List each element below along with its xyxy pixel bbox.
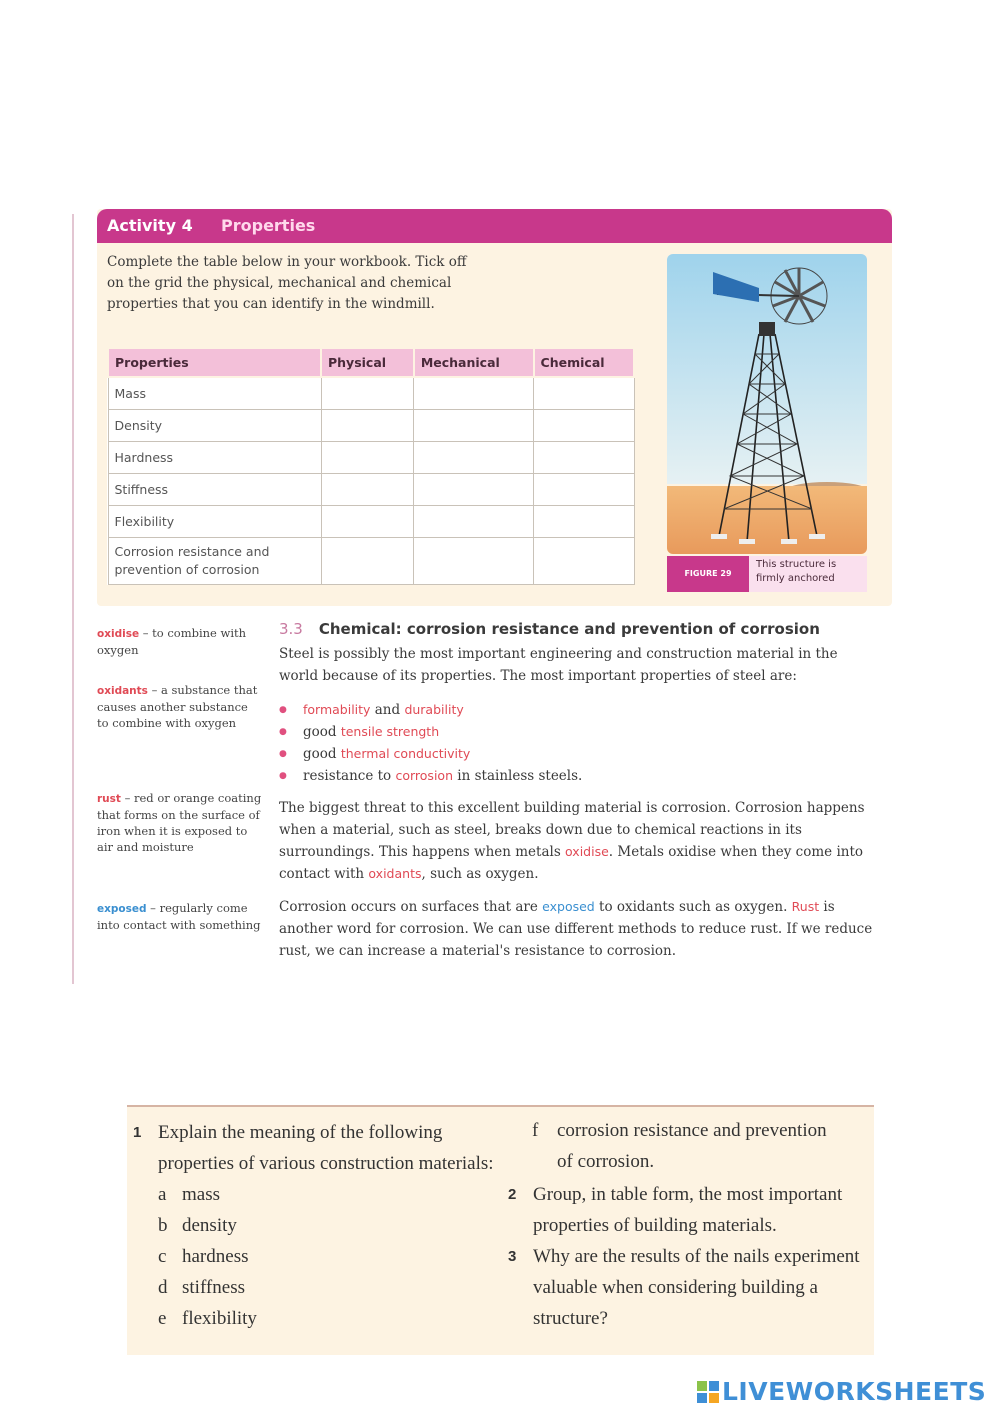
header-mechanical: Mechanical	[414, 348, 534, 377]
keyword: thermal conductivity	[340, 746, 471, 761]
glossary-term: oxidants	[97, 685, 148, 697]
keyword: formability	[303, 702, 371, 717]
header-properties: Properties	[108, 348, 321, 377]
keyword: Rust	[791, 899, 820, 914]
paragraph-corrosion: The biggest threat to this excellent building material is corrosion. Corrosion happens when a material, such as steel, breaks down due to chemical reactions in its surroundings. This happens when metals oxidise. Metals oxidise when they come into contact with oxidants, such as oxygen.	[279, 800, 865, 882]
activity-label: Activity 4	[107, 216, 193, 235]
tick-cell[interactable]	[414, 442, 534, 474]
row-label: Mass	[108, 377, 321, 410]
glossary-definition: – red or orange coating that forms on the surface of iron when it is exposed to air and moisture	[97, 791, 262, 854]
activity-instructions: Complete the table below in your workbook. Tick off on the grid the physical, mechanical and chemical properties that you can identify in the windmill.	[107, 254, 467, 312]
row-label: Stiffness	[108, 474, 321, 506]
keyword: exposed	[542, 899, 595, 914]
windmill-photo	[667, 254, 867, 554]
question-item: stiffness	[182, 1277, 245, 1298]
list-item: ● formability and durability	[279, 699, 879, 721]
list-item: ● resistance to corrosion in stainless steels.	[279, 765, 879, 787]
glossary-item	[97, 790, 262, 855]
margin-rule	[72, 214, 74, 984]
glossary-item	[97, 900, 262, 933]
table-row	[108, 442, 634, 474]
question-item-letter: d	[158, 1277, 168, 1298]
section-title: Chemical: corrosion resistance and prevention of corrosion	[318, 620, 820, 638]
glossary-term: exposed	[97, 903, 147, 915]
question-item: corrosion resistance and prevention	[557, 1120, 827, 1141]
row-label: Flexibility	[108, 506, 321, 538]
question-3-text: valuable when considering building a	[533, 1277, 818, 1298]
question-item-letter: a	[158, 1184, 167, 1205]
keyword: oxidise	[565, 844, 609, 859]
question-item: hardness	[182, 1246, 249, 1267]
activity-title: Properties	[221, 216, 316, 235]
row-label: Corrosion resistance and prevention of corrosion	[108, 538, 321, 585]
tick-cell[interactable]	[321, 506, 414, 538]
figure-caption: This structure is firmly anchored	[756, 559, 837, 584]
activity-header	[97, 209, 892, 243]
tick-cell[interactable]	[414, 377, 534, 410]
tick-cell[interactable]	[534, 474, 634, 506]
table-row	[108, 538, 634, 585]
question-item-letter: e	[158, 1308, 167, 1329]
question-item: mass	[182, 1184, 220, 1205]
table-row	[108, 410, 634, 442]
question-1-text: properties of various construction materials:	[158, 1153, 494, 1174]
tick-cell[interactable]	[321, 474, 414, 506]
table-row	[108, 377, 634, 410]
section-heading	[279, 620, 820, 638]
glossary-term: oxidise	[97, 628, 140, 640]
tick-cell[interactable]	[414, 410, 534, 442]
row-label: Hardness	[108, 442, 321, 474]
keyword: tensile strength	[340, 724, 440, 739]
table-header-row	[108, 348, 634, 377]
tick-cell[interactable]	[321, 377, 414, 410]
tick-cell[interactable]	[321, 410, 414, 442]
table-row	[108, 474, 634, 506]
tick-cell[interactable]	[534, 377, 634, 410]
figure-label: FIGURE 29	[667, 556, 749, 592]
table-row	[108, 506, 634, 538]
keyword: durability	[404, 702, 464, 717]
tick-cell[interactable]	[534, 410, 634, 442]
list-item: ● good thermal conductivity	[279, 743, 879, 765]
section-number: 3.3	[279, 620, 303, 638]
question-item: flexibility	[182, 1308, 257, 1329]
list-item: ● good tensile strength	[279, 721, 879, 743]
tick-cell[interactable]	[414, 474, 534, 506]
liveworksheets-logo[interactable]: LIVEWORKSHEETS	[722, 1377, 987, 1406]
question-1-text: Explain the meaning of the following	[158, 1122, 443, 1143]
tick-cell[interactable]	[534, 538, 634, 585]
tick-cell[interactable]	[414, 538, 534, 585]
glossary-item	[97, 682, 262, 731]
tick-cell[interactable]	[534, 506, 634, 538]
question-item-letter: b	[158, 1215, 168, 1236]
section-intro: Steel is possibly the most important engineering and construction material in the world because of its properties. The most important properties of steel are:	[279, 646, 838, 684]
tick-cell[interactable]	[414, 506, 534, 538]
glossary-definition: – to combine with oxygen	[97, 626, 247, 657]
glossary-definition: – regularly come into contact with something	[97, 901, 261, 932]
question-2-text: properties of building materials.	[533, 1215, 777, 1236]
properties-list	[279, 699, 879, 787]
question-3-text: Why are the results of the nails experiment	[533, 1246, 860, 1267]
row-label: Density	[108, 410, 321, 442]
glossary-definition: – a substance that causes another substance to combine with oxygen	[97, 683, 258, 730]
tick-cell[interactable]	[321, 538, 414, 585]
question-item: density	[182, 1215, 237, 1236]
liveworksheets-logo-icon	[697, 1381, 719, 1403]
keyword: oxidants	[368, 866, 422, 881]
header-physical: Physical	[321, 348, 414, 377]
question-item-letter: c	[158, 1246, 167, 1267]
keyword: corrosion	[395, 768, 453, 783]
glossary-term: rust	[97, 793, 121, 805]
question-item-letter: f	[532, 1120, 539, 1141]
question-2-text: Group, in table form, the most important	[533, 1184, 843, 1205]
glossary-item	[97, 625, 262, 658]
header-chemical: Chemical	[534, 348, 634, 377]
questions-box: 1 Explain the meaning of the following properties of various construction materials: a mass b density c hardness d stiffness e flexibility f corrosion resistance and prevention of corrosion. 2 Group, in table form, the most important properties of building materials. 3 Why are the results of the nails experiment valuable when considering building a structure?	[127, 1105, 874, 1355]
windmill-icon	[667, 254, 867, 554]
question-3-text: structure?	[533, 1308, 608, 1329]
tick-cell[interactable]	[321, 442, 414, 474]
paragraph-rust: Corrosion occurs on surfaces that are exposed to oxidants such as oxygen. Rust is another word for corrosion. We can use different methods to reduce rust. If we reduce rust, we can increase a material's resistance to corrosion.	[279, 899, 873, 959]
question-item: of corrosion.	[557, 1151, 655, 1172]
properties-table	[107, 347, 635, 585]
tick-cell[interactable]	[534, 442, 634, 474]
